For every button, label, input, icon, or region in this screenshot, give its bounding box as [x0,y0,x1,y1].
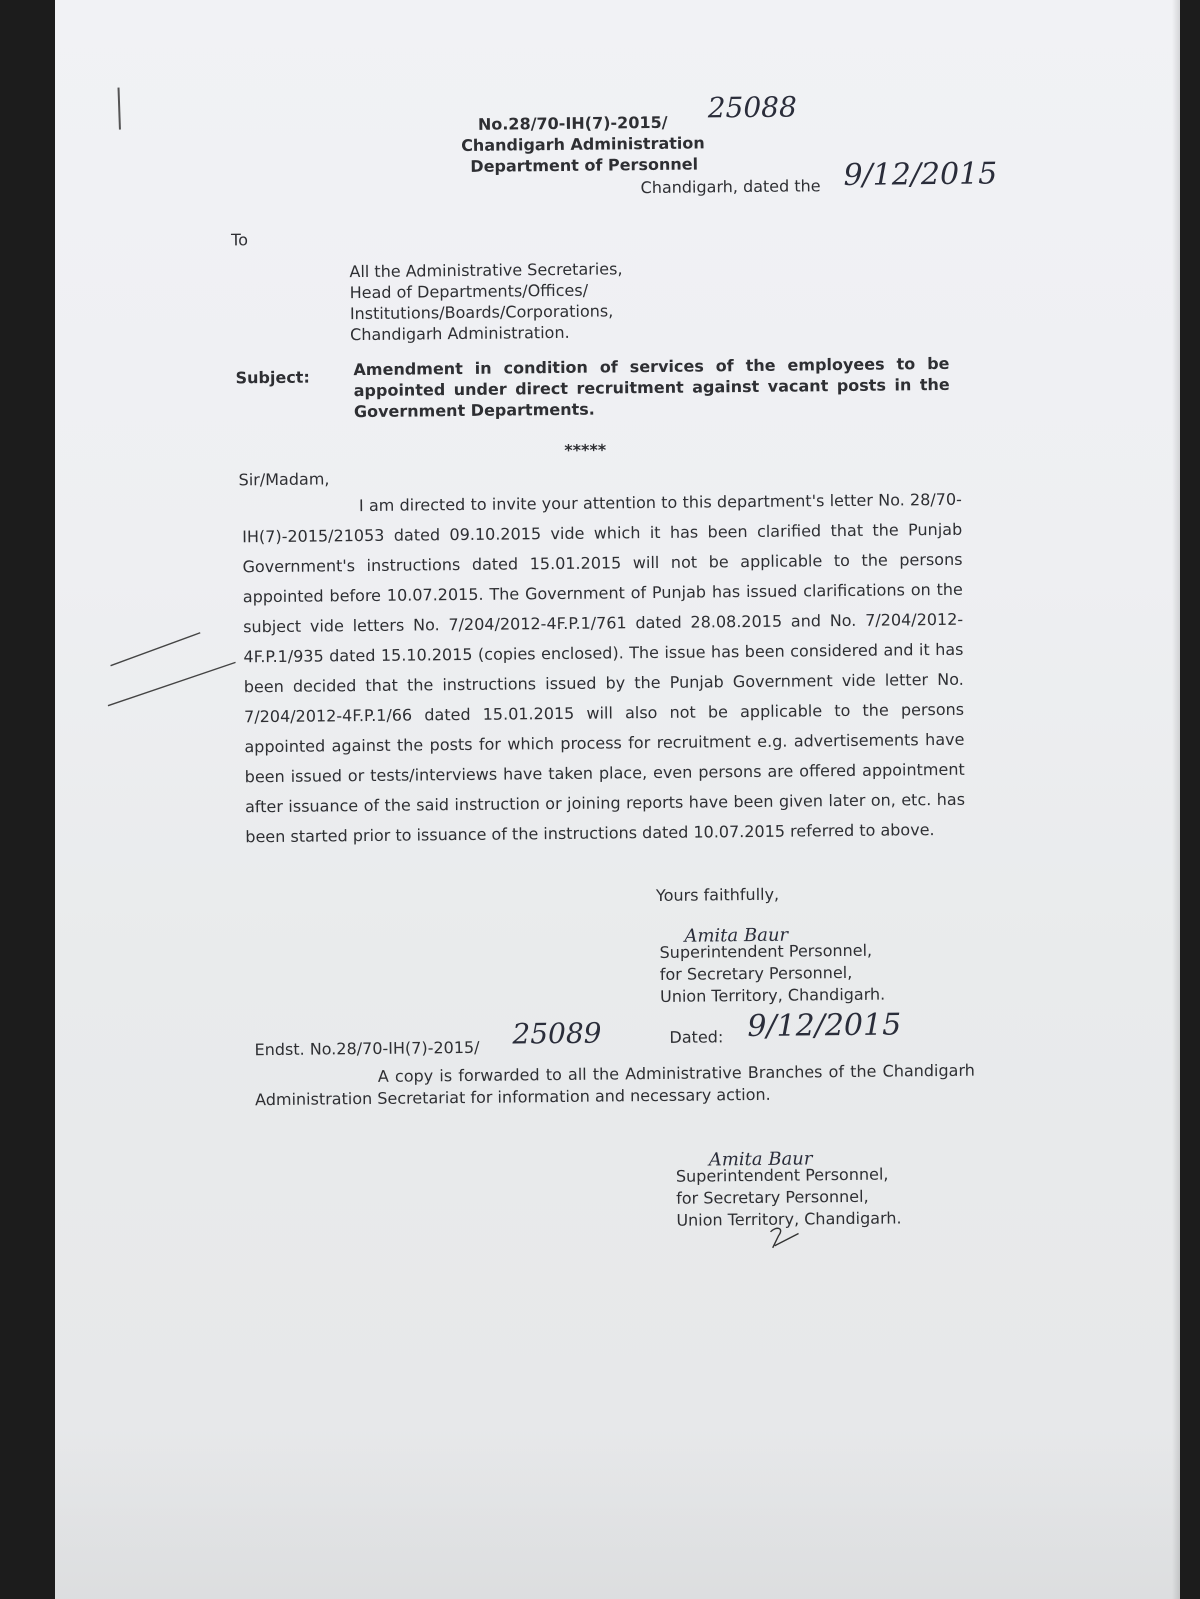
endorsement-number: Endst. No.28/70-IH(7)-2015/ [254,1037,480,1060]
organization-name: Chandigarh Administration [461,133,705,155]
signature-handwritten: Amita Baur [684,924,789,947]
reference-number: No.28/70-IH(7)-2015/ [477,112,668,134]
signature-handwritten: Amita Baur [708,1148,813,1171]
signature-line: Union Territory, Chandigarh. [659,984,886,1006]
page-shadow [55,1429,1180,1599]
reference-number-handwritten: 25088 [707,90,798,125]
separator-stars: ***** [564,440,607,460]
endorsement-dated-label: Dated: [669,1027,724,1047]
signature-line: Union Territory, Chandigarh. [676,1208,902,1230]
to-label: To [231,230,249,250]
endorsement-date-handwritten: 9/12/2015 [747,1007,902,1045]
letter-body: I am directed to invite your attention to this department's letter No. 28/70-IH(7)-2015/21053 dated 09.10.2015 vide which it has been clarified that the Punjab Government's instructions dated 15.01.2015 will not be applicable to the persons appointed before 10.07.2015. The Government of Punjab has issued clarifications on the subject vide letters No. 7/204/2012-4F.P.1/761 dated 28.08.2015 and No. 7/204/2012-4F.P.1/935 dated 15.10.2015 (copies enclosed). The issue has been considered and it has been decided that the instructions issued by the Punjab Government vide letter No. 7/204/2012-4F.P.1/66 dated 15.01.2015 will also not be applicable to the persons appointed against the posts for which process for recruitment e.g. advertisements have been issued or tests/interviews have taken place, even persons are offered appointment after issuance of the said instruction or joining reports have been given later on, etc. has been started prior to issuance of the instructions dated 10.07.2015 referred to above. [242,489,966,847]
endorsement-number-handwritten: 25089 [512,1016,602,1051]
subject-label: Subject: [235,367,310,388]
endorsement-text: A copy is forwarded to all the Administrative Branches of the Chandigarh Administration Secretariat for information and necessary action. [255,1060,975,1110]
recipient-line: Institutions/Boards/Corporations, [349,301,614,324]
signature-line: for Secretary Personnel, [659,962,853,984]
signature-line: Superintendent Personnel, [675,1164,889,1186]
department-name: Department of Personnel [470,154,699,176]
date-handwritten: 9/12/2015 [843,156,998,193]
signature-line: Superintendent Personnel, [659,940,873,962]
subject-text: Amendment in condition of services of the employees to be appointed under direct recruitment against vacant posts in the Government Departments. [353,353,950,422]
recipient-line: Head of Departments/Offices/ [349,280,589,303]
closing: Yours faithfully, [655,884,780,905]
signature-line: for Secretary Personnel, [676,1186,869,1208]
signature-block [676,1163,902,1231]
letter-content [55,0,1180,1599]
document-page [55,0,1180,1599]
salutation: Sir/Madam, [238,469,330,490]
signature-block [659,940,885,1008]
recipient-line: All the Administrative Secretaries, [349,259,623,282]
recipient-address [349,258,623,345]
margin-pen-mark [115,86,123,132]
dated-label: Chandigarh, dated the [640,176,821,198]
recipient-line: Chandigarh Administration. [350,322,570,345]
initial-mark [764,1223,804,1253]
margin-pen-strokes [105,624,246,715]
